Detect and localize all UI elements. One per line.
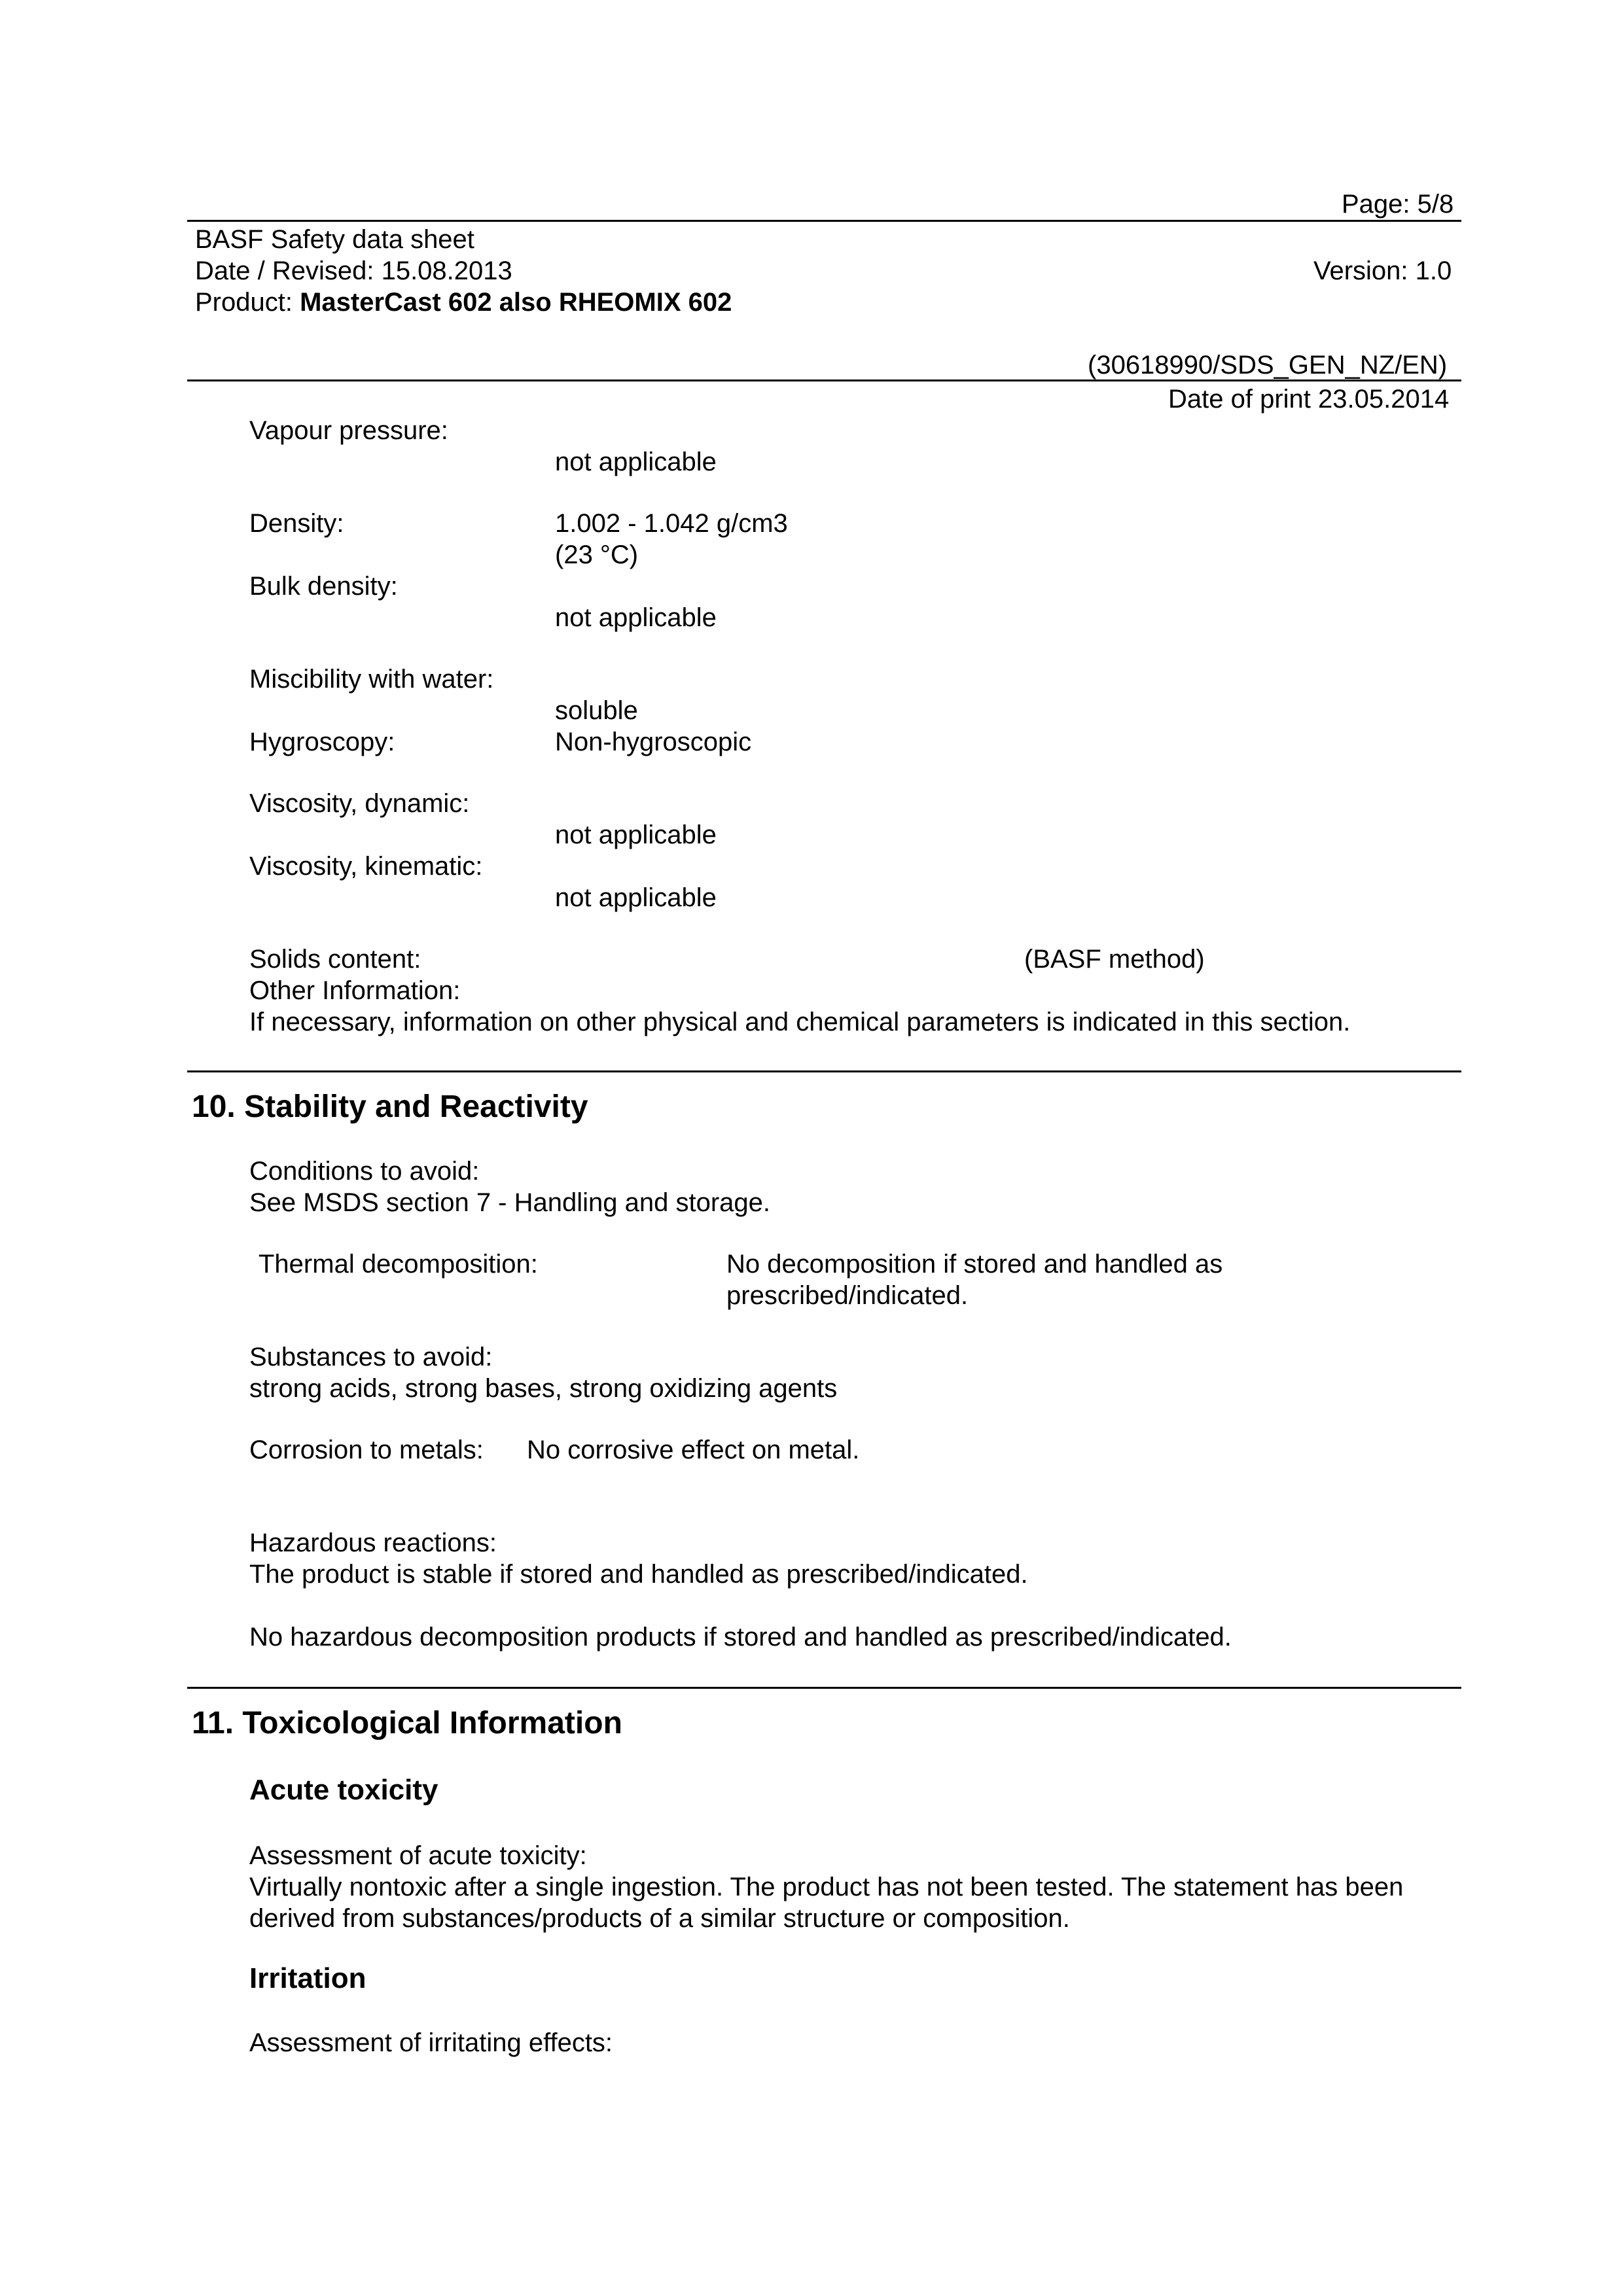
header-top-rule — [187, 220, 1461, 222]
substances-label: Substances to avoid: — [249, 1343, 493, 1371]
version: Version: 1.0 — [1313, 256, 1452, 285]
irritation-heading: Irritation — [249, 1962, 366, 1994]
viscosity-kinematic-label: Viscosity, kinematic: — [249, 852, 483, 881]
viscosity-kinematic-value: not applicable — [555, 883, 717, 912]
section-10-rule — [187, 1070, 1461, 1072]
product-name: MasterCast 602 also RHEOMIX 602 — [300, 288, 732, 317]
conditions-label: Conditions to avoid: — [249, 1157, 480, 1186]
other-information-label: Other Information: — [249, 976, 461, 1005]
vapour-pressure-value: not applicable — [555, 448, 717, 476]
header-bottom-rule — [187, 380, 1461, 381]
density-label: Density: — [249, 509, 344, 538]
hygroscopy-label: Hygroscopy: — [249, 728, 395, 756]
corrosion-label: Corrosion to metals: — [249, 1436, 484, 1464]
viscosity-dynamic-label: Viscosity, dynamic: — [249, 789, 470, 818]
date-revised: Date / Revised: 15.08.2013 — [195, 256, 512, 285]
sheet-title: BASF Safety data sheet — [195, 225, 474, 254]
acute-toxicity-label: Assessment of acute toxicity: — [249, 1841, 587, 1870]
viscosity-dynamic-value: not applicable — [555, 821, 717, 849]
acute-toxicity-text-line1: Virtually nontoxic after a single ingestion. The product has not been tested. The statement has been — [249, 1873, 1404, 1901]
conditions-text: See MSDS section 7 - Handling and storage. — [249, 1188, 770, 1217]
acute-toxicity-text-line2: derived from substances/products of a similar structure or composition. — [249, 1904, 1070, 1933]
miscibility-value: soluble — [555, 696, 638, 725]
hazardous-reactions-text: The product is stable if stored and handled as prescribed/indicated. — [249, 1560, 1028, 1589]
document-code: (30618990/SDS_GEN_NZ/EN) — [1088, 351, 1448, 380]
vapour-pressure-label: Vapour pressure: — [249, 416, 448, 445]
hygroscopy-value: Non-hygroscopic — [555, 728, 752, 756]
print-date: Date of print 23.05.2014 — [1168, 385, 1450, 414]
corrosion-value: No corrosive effect on metal. — [527, 1436, 860, 1464]
thermal-decomposition-value-line1: No decomposition if stored and handled as — [726, 1250, 1223, 1279]
product-line — [195, 287, 732, 318]
page-number: Page: 5/8 — [1342, 190, 1454, 219]
thermal-decomposition-value-line2: prescribed/indicated. — [726, 1281, 969, 1310]
substances-text: strong acids, strong bases, strong oxidizing agents — [249, 1374, 838, 1403]
miscibility-label: Miscibility with water: — [249, 665, 494, 694]
decomposition-products-text: No hazardous decomposition products if stored and handled as prescribed/indicated. — [249, 1623, 1232, 1651]
solids-content-method: (BASF method) — [1024, 945, 1205, 974]
acute-toxicity-heading: Acute toxicity — [249, 1774, 438, 1806]
product-label: Product: — [195, 288, 300, 317]
other-information-text: If necessary, information on other physical and chemical parameters is indicated in this section. — [249, 1008, 1351, 1036]
section-10-title: 10. Stability and Reactivity — [192, 1089, 588, 1124]
thermal-decomposition-label: Thermal decomposition: — [259, 1250, 538, 1279]
bulk-density-label: Bulk density: — [249, 572, 398, 601]
irritation-label: Assessment of irritating effects: — [249, 2028, 613, 2057]
solids-content-label: Solids content: — [249, 945, 421, 974]
hazardous-reactions-label: Hazardous reactions: — [249, 1528, 497, 1557]
section-11-rule — [187, 1687, 1461, 1689]
section-11-title: 11. Toxicological Information — [192, 1706, 622, 1740]
density-temperature: (23 °C) — [555, 540, 639, 569]
density-value: 1.002 - 1.042 g/cm3 — [555, 509, 788, 538]
bulk-density-value: not applicable — [555, 603, 717, 632]
